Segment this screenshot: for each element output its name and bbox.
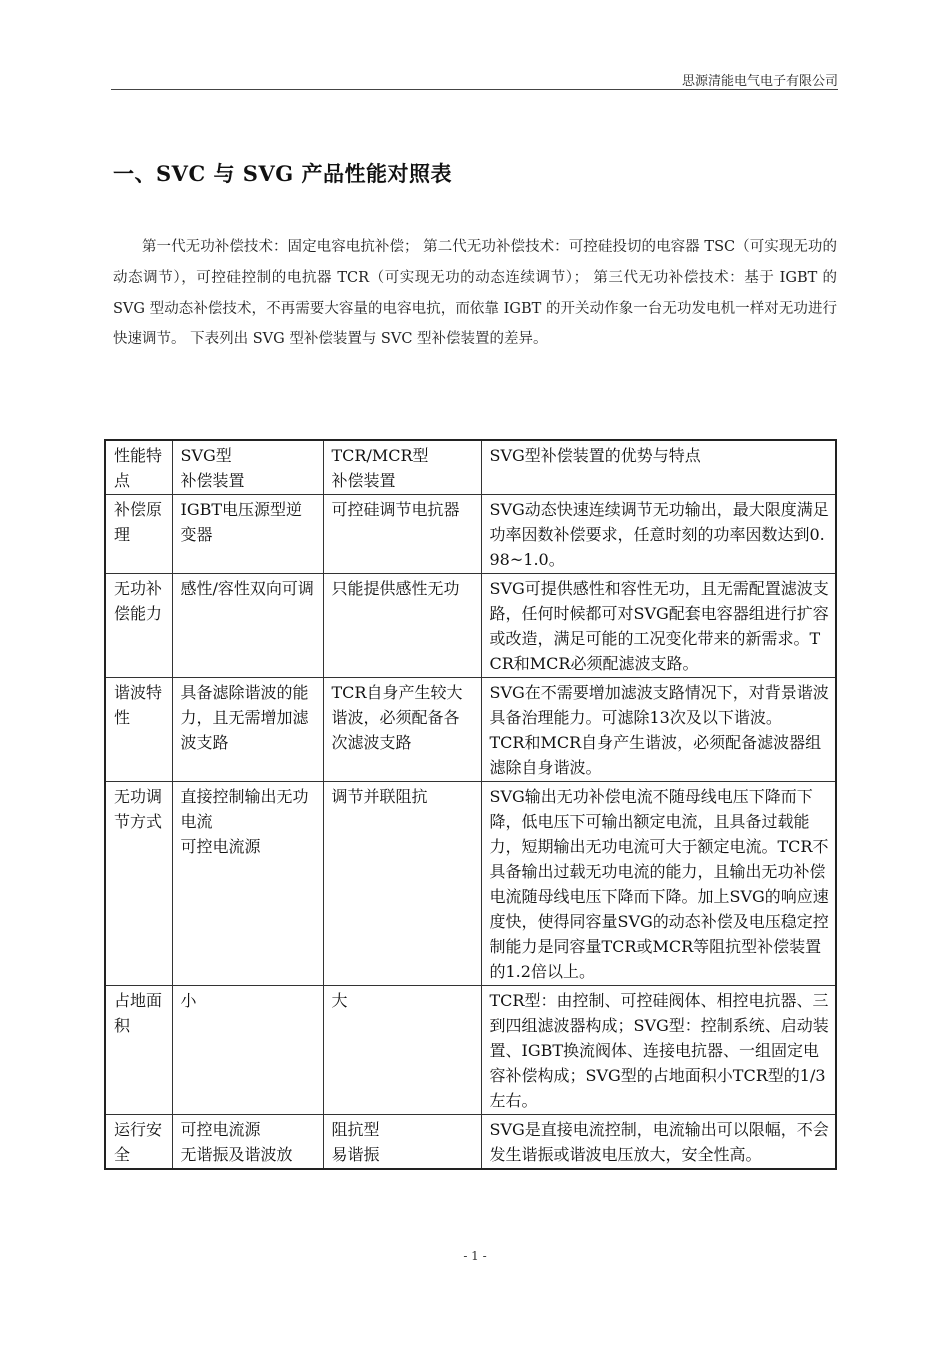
header-svg-device: SVG型 补偿装置 <box>172 440 323 495</box>
cell-tcr: 调节并联阻抗 <box>323 782 481 986</box>
cell-svg: 可控电流源 无谐振及谐波放 <box>172 1115 323 1170</box>
cell-tcr: 只能提供感性无功 <box>323 574 481 678</box>
cell-svg: 直接控制输出无功电流 可控电流源 <box>172 782 323 986</box>
cell-tcr: 可控硅调节电抗器 <box>323 495 481 574</box>
cell-feature: 无功调节方式 <box>105 782 172 986</box>
cell-feature: 补偿原理 <box>105 495 172 574</box>
cell-feature: 运行安全 <box>105 1115 172 1170</box>
table-row <box>105 678 836 782</box>
cell-advantage: SVG可提供感性和容性无功，且无需配置滤波支路，任何时候都可对SVG配套电容器组进行扩容或改造，满足可能的工况变化带来的新需求。TCR和MCR必须配滤波支路。 <box>481 574 836 678</box>
cell-advantage: SVG动态快速连续调节无功输出，最大限度满足功率因数补偿要求，任意时刻的功率因数达到0.98~1.0。 <box>481 495 836 574</box>
page-number: - 1 - <box>463 1249 487 1263</box>
table-header-row <box>105 440 836 495</box>
header-svg-advantage: SVG型补偿装置的优势与特点 <box>481 440 836 495</box>
section-title: 一、SVC 与 SVG 产品性能对照表 <box>113 161 452 186</box>
header-company-name: 思源清能电气电子有限公司 <box>681 74 838 89</box>
intro-paragraph: 第一代无功补偿技术：固定电容电抗补偿； 第二代无功补偿技术：可控硅投切的电容器 TSC（可实现无功的动态调节），可控硅控制的电抗器 TCR（可实现无功的动态连续调节）； 第三代无功补偿技术：基于 IGBT 的 SVG 型动态补偿技术，不再需要大容量的电容电抗，而依靠 IGBT 的开关动作象一台无功发电机一样对无功进行快速调节。 下表列出 SVG 型补偿装置与 SVC 型补偿装置的差异。 <box>113 239 837 348</box>
comparison-table <box>104 439 837 1170</box>
table-row <box>105 574 836 678</box>
cell-advantage: TCR型：由控制、可控硅阀体、相控电抗器、三到四组滤波器构成；SVG型：控制系统、启动装置、IGBT换流阀体、连接电抗器、一组固定电容补偿构成；SVG型的占地面积小TCR型的1/3左右。 <box>481 986 836 1115</box>
header-tcr-device: TCR/MCR型 补偿装置 <box>323 440 481 495</box>
table-row <box>105 495 836 574</box>
header-feature: 性能特点 <box>105 440 172 495</box>
cell-tcr: TCR自身产生较大谐波，必须配备各次滤波支路 <box>323 678 481 782</box>
table-row <box>105 1115 836 1170</box>
cell-svg: 感性/容性双向可调 <box>172 574 323 678</box>
cell-advantage: SVG输出无功补偿电流不随母线电压下降而下降，低电压下可输出额定电流，且具备过载能力，短期输出无功电流可大于额定电流。TCR不具备输出过载无功电流的能力，且输出无功补偿电流随母线电压下降而下降。加上SVG的响应速度快，使得同容量SVG的动态补偿及电压稳定控制能力是同容量TCR或MCR等阻抗型补偿装置的1.2倍以上。 <box>481 782 836 986</box>
cell-tcr: 大 <box>323 986 481 1115</box>
cell-svg: IGBT电压源型逆变器 <box>172 495 323 574</box>
cell-feature: 谐波特性 <box>105 678 172 782</box>
table-row <box>105 986 836 1115</box>
cell-advantage: SVG在不需要增加滤波支路情况下，对背景谐波具备治理能力。可滤除13次及以下谐波。 TCR和MCR自身产生谐波，必须配备滤波器组滤除自身谐波。 <box>481 678 836 782</box>
cell-advantage: SVG是直接电流控制，电流输出可以限幅，不会发生谐振或谐波电压放大，安全性高。 <box>481 1115 836 1170</box>
cell-svg: 小 <box>172 986 323 1115</box>
table-row <box>105 782 836 986</box>
cell-feature: 无功补偿能力 <box>105 574 172 678</box>
header-divider <box>111 89 838 90</box>
cell-tcr: 阻抗型 易谐振 <box>323 1115 481 1170</box>
cell-feature: 占地面积 <box>105 986 172 1115</box>
cell-svg: 具备滤除谐波的能力，且无需增加滤波支路 <box>172 678 323 782</box>
